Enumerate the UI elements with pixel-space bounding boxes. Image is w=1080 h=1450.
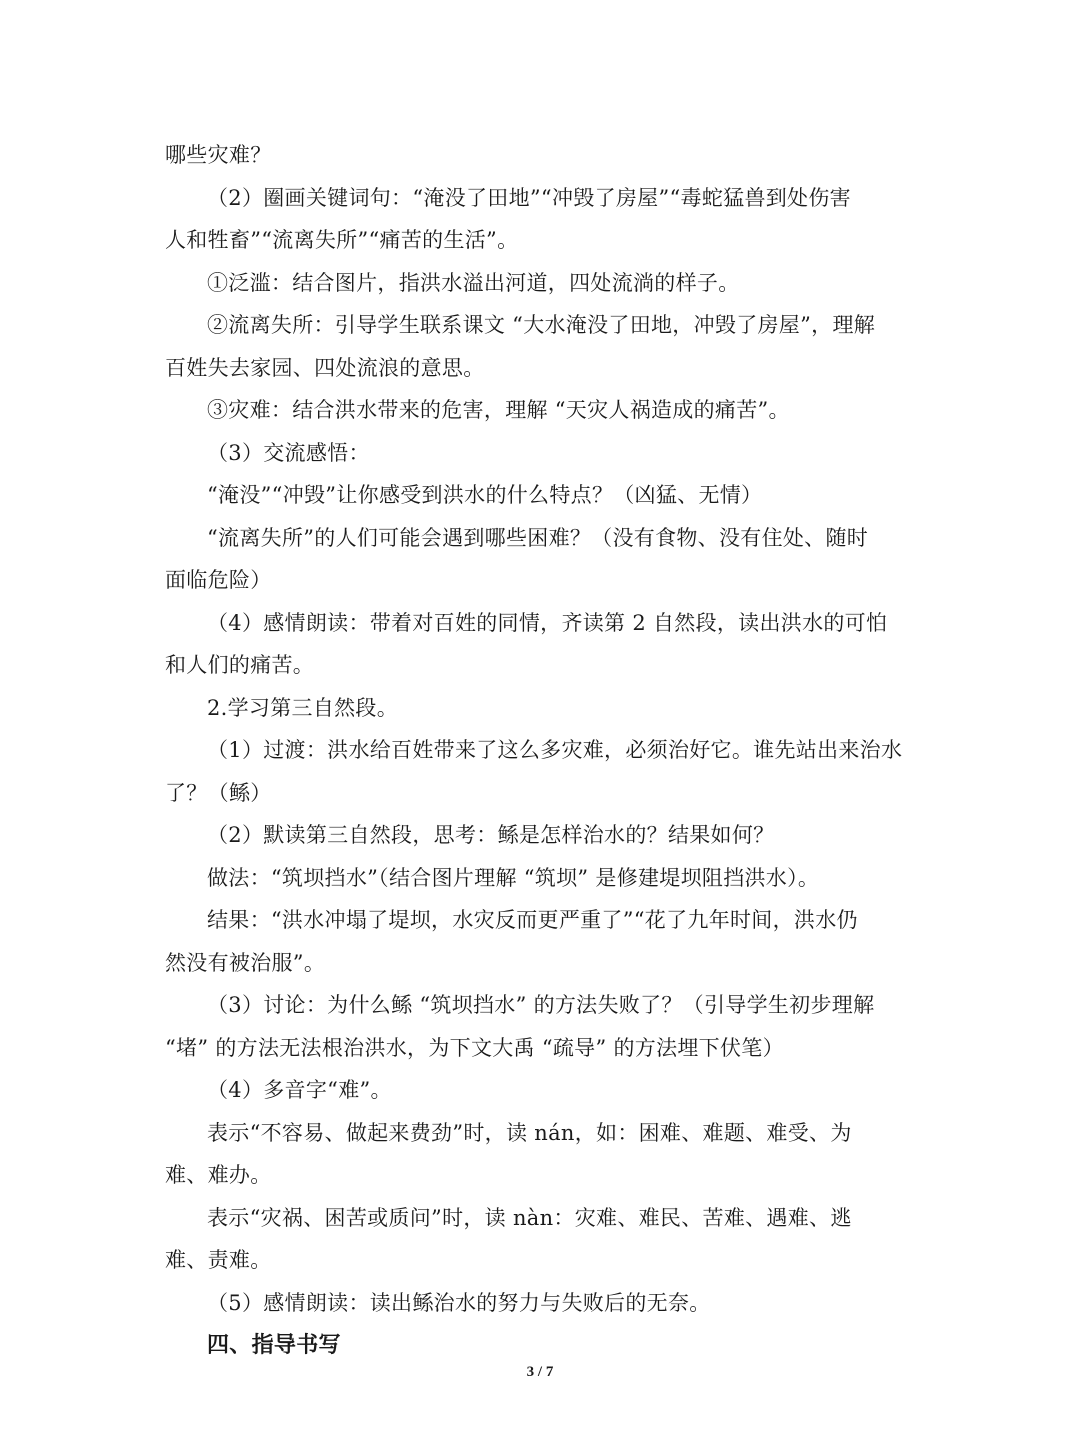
text-line: 难、责难。 bbox=[165, 1248, 272, 1272]
text-line: 2.学习第三自然段。 bbox=[207, 695, 399, 720]
text-line: （1）过渡：洪水给百姓带来了这么多灾难，必须治好它。谁先站出来治水 bbox=[207, 738, 903, 762]
text-line: 和人们的痛苦。 bbox=[165, 653, 315, 677]
text-line: ①泛滥：结合图片，指洪水溢出河道，四处流淌的样子。 bbox=[207, 270, 740, 295]
text-line: 了？（鲧） bbox=[165, 780, 272, 805]
section-heading: 四、指导书写 bbox=[207, 1332, 341, 1358]
page-number: 3 / 7 bbox=[526, 1364, 554, 1380]
text-line: 难、难办。 bbox=[165, 1163, 272, 1187]
text-line: 面临危险） bbox=[165, 568, 272, 592]
text-line: ②流离失所：引导学生联系课文 “大水淹没了田地，冲毁了房屋”，理解 bbox=[207, 313, 876, 337]
text-line: “流离失所”的人们可能会遇到哪些困难？（没有食物、没有住处、随时 bbox=[207, 525, 869, 550]
document-body bbox=[165, 134, 925, 1367]
text-line: “淹没”“冲毁”让你感受到洪水的什么特点？（凶猛、无情） bbox=[207, 483, 763, 507]
text-line: （2）默读第三自然段，思考：鲧是怎样治水的？结果如何？ bbox=[207, 823, 775, 847]
text-line: （2）圈画关键词句：“淹没了田地”“冲毁了房屋”“毒蛇猛兽到处伤害 bbox=[207, 185, 851, 210]
text-line: （4）感情朗读：带着对百姓的同情，齐读第 2 自然段，读出洪水的可怕 bbox=[207, 610, 888, 635]
text-line: 然没有被治服”。 bbox=[165, 950, 326, 975]
text-line: 结果：“洪水冲塌了堤坝，水灾反而更严重了”“花了九年时间，洪水仍 bbox=[207, 908, 858, 932]
text-line: （3）交流感悟： bbox=[207, 440, 370, 465]
text-line: （5）感情朗读：读出鲧治水的努力与失败后的无奈。 bbox=[207, 1290, 711, 1315]
text-line: （4）多音字“难”。 bbox=[207, 1078, 392, 1102]
text-line: 表示“不容易、做起来费劲”时，读 nán，如：困难、难题、难受、为 bbox=[207, 1120, 852, 1145]
text-line: ③灾难：结合洪水带来的危害，理解 “天灾人祸造成的痛苦”。 bbox=[207, 398, 790, 422]
text-line: （3）讨论：为什么鲧 “筑坝挡水” 的方法失败了？（引导学生初步理解 bbox=[207, 993, 875, 1017]
text-line: 人和牲畜”“流离失所”“痛苦的生活”。 bbox=[165, 228, 519, 252]
text-line: 百姓失去家园、四处流浪的意思。 bbox=[165, 355, 485, 380]
text-line: “堵” 的方法无法根治洪水，为下文大禹 “疏导” 的方法埋下伏笔） bbox=[165, 1035, 784, 1060]
text-line: 哪些灾难？ bbox=[165, 143, 272, 167]
text-line: 表示“灾祸、困苦或质问”时，读 nàn：灾难、难民、苦难、遇难、逃 bbox=[207, 1205, 852, 1230]
text-line: 做法：“筑坝挡水”（结合图片理解 “筑坝” 是修建堤坝阻挡洪水）。 bbox=[207, 865, 820, 890]
